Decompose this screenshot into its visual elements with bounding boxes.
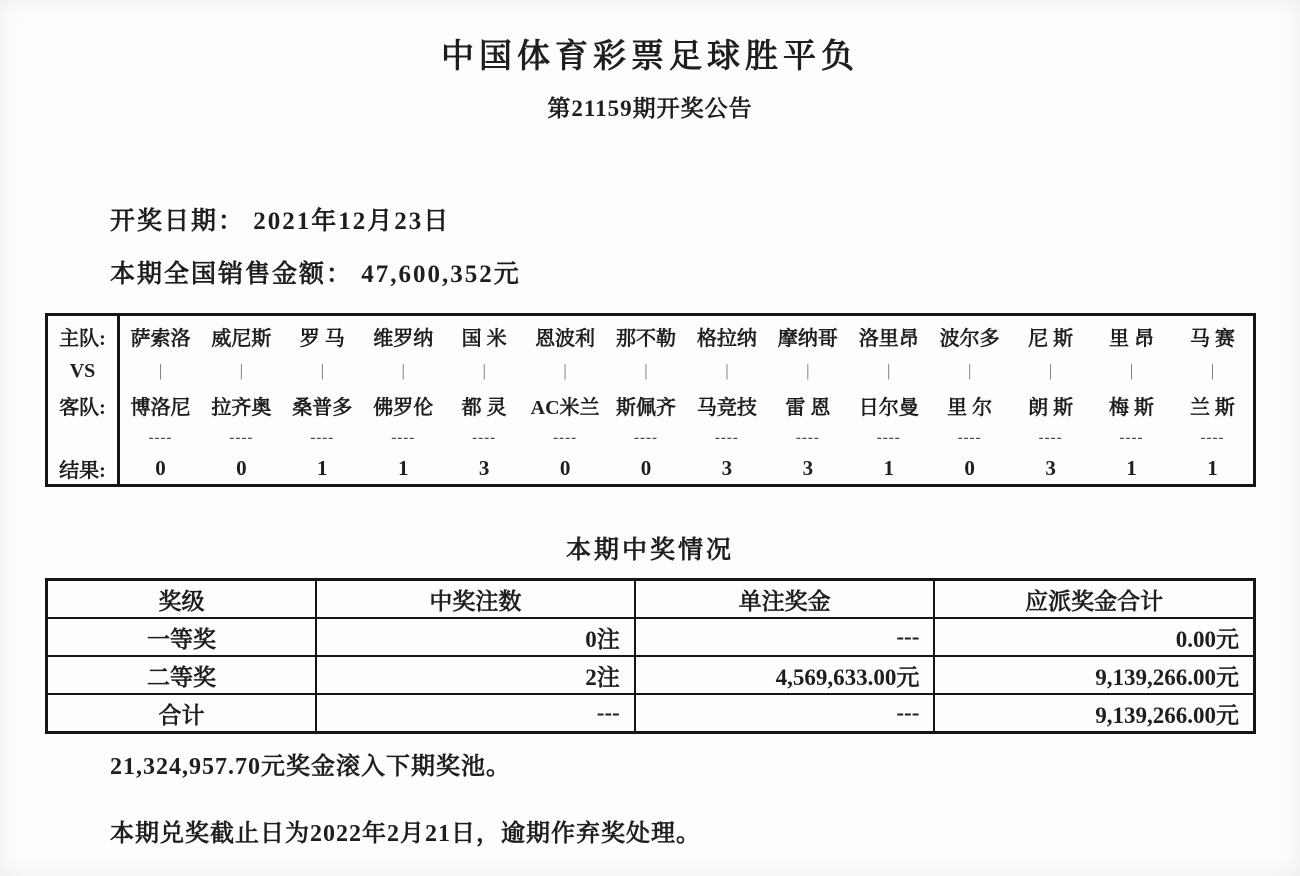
match-column — [848, 316, 929, 484]
home-team: 萨索洛 — [130, 327, 191, 350]
match-result: 1 — [317, 455, 328, 480]
dashes: ---- — [553, 429, 578, 446]
match-column — [282, 316, 363, 484]
dashes: ---- — [1038, 429, 1063, 446]
away-team: 兰 斯 — [1189, 396, 1235, 419]
match-column — [444, 316, 525, 484]
page-title: 中国体育彩票足球胜平负 — [441, 39, 859, 75]
match-result: 1 — [397, 455, 409, 480]
match-result: 0 — [964, 455, 975, 480]
away-team: 里 尔 — [947, 396, 993, 419]
match-column — [201, 316, 282, 484]
away-team: 拉齐奥 — [211, 396, 272, 419]
vs-separator: | — [401, 361, 405, 380]
match-column — [606, 316, 687, 484]
prize-per-bet: --- — [635, 694, 935, 733]
match-column — [120, 316, 201, 484]
away-team: 博洛尼 — [130, 396, 191, 419]
match-column — [929, 316, 1010, 484]
vs-separator: | — [887, 361, 891, 380]
match-column — [1172, 316, 1253, 484]
issue-subtitle: 第21159期开奖公告 — [547, 96, 753, 121]
dashes: ---- — [229, 429, 254, 446]
away-team: 日尔曼 — [858, 396, 919, 419]
vs-separator: | — [239, 361, 244, 380]
winning-bets: 0注 — [316, 618, 635, 656]
away-team: 梅 斯 — [1109, 396, 1155, 419]
match-result: 3 — [802, 455, 814, 480]
match-result: 1 — [1126, 455, 1137, 480]
vs-separator: | — [644, 361, 648, 380]
match-column — [686, 316, 767, 484]
vs-separator: | — [158, 361, 163, 380]
header-total-payout: 应派奖金合计 — [934, 580, 1254, 619]
match-column — [1010, 316, 1091, 484]
vs-separator: | — [482, 361, 486, 380]
away-team: 斯佩齐 — [615, 396, 676, 419]
away-team: 佛罗伦 — [373, 396, 434, 419]
sales-amount-line: 本期全国销售金额： 47,600,352元 — [110, 261, 521, 288]
match-result: 3 — [1045, 455, 1056, 480]
redeem-deadline-note: 本期兑奖截止日为2022年2月21日，逾期作弃奖处理。 — [110, 821, 701, 847]
prize-level: 二等奖 — [47, 656, 316, 694]
match-column — [363, 316, 444, 484]
vs-separator: | — [563, 361, 567, 380]
vs-row-label: VS — [69, 359, 96, 382]
home-team: 那不勒 — [615, 327, 676, 350]
matches-columns — [120, 316, 1253, 484]
matches-row-labels — [48, 316, 120, 484]
home-team: 格拉纳 — [696, 327, 757, 350]
prize-row-first — [47, 618, 1255, 656]
winning-bets: --- — [316, 694, 635, 733]
match-result: 0 — [236, 455, 247, 480]
away-team: 雷 恩 — [785, 396, 831, 419]
vs-separator: | — [1048, 361, 1053, 380]
vs-separator: | — [806, 361, 810, 380]
match-result: 0 — [559, 455, 571, 480]
home-team: 恩波利 — [535, 327, 596, 350]
dashes: ---- — [391, 429, 416, 446]
header-prize-level: 奖级 — [47, 580, 316, 619]
home-team: 洛里昂 — [858, 327, 919, 350]
match-result: 1 — [883, 455, 894, 480]
dashes: ---- — [472, 429, 497, 446]
prize-header-row — [47, 580, 1255, 619]
away-team: AC米兰 — [530, 396, 600, 419]
dashes: ---- — [634, 429, 658, 446]
header-prize-per-bet: 单注奖金 — [635, 580, 935, 619]
away-team: 桑普多 — [292, 396, 353, 419]
dashes: ---- — [714, 429, 739, 446]
match-column — [525, 316, 606, 484]
result-row-label: 结果: — [59, 459, 106, 482]
dashes: ---- — [957, 429, 982, 446]
matches-table — [45, 313, 1256, 487]
prize-per-bet: 4,569,633.00元 — [635, 656, 935, 694]
dashes: ---- — [310, 429, 335, 446]
away-team: 朗 斯 — [1028, 396, 1074, 419]
home-team: 摩纳哥 — [777, 327, 838, 350]
home-row-label: 主队: — [59, 327, 106, 350]
match-column — [767, 316, 848, 484]
match-result: 0 — [640, 455, 652, 480]
home-team: 维罗纳 — [373, 327, 434, 350]
match-result: 3 — [478, 455, 490, 480]
draw-date-line: 开奖日期： 2021年12月23日 — [110, 208, 451, 235]
dashes: ---- — [148, 429, 173, 446]
home-team: 国 米 — [461, 327, 507, 350]
rollover-note: 21,324,957.70元奖金滚入下期奖池。 — [110, 754, 511, 780]
away-row-label: 客队: — [59, 396, 106, 419]
total-payout: 9,139,266.00元 — [934, 694, 1254, 733]
total-payout: 9,139,266.00元 — [934, 656, 1254, 694]
total-payout: 0.00元 — [934, 618, 1254, 656]
prize-per-bet: --- — [635, 618, 935, 656]
spacer-row — [48, 424, 117, 452]
prize-row-total — [47, 694, 1255, 733]
prize-level: 一等奖 — [47, 618, 316, 656]
home-team: 罗 马 — [299, 327, 345, 350]
home-team: 波尔多 — [939, 327, 1000, 350]
header-winning-bets: 中奖注数 — [316, 580, 635, 619]
dashes: ---- — [795, 429, 820, 446]
home-team: 马 赛 — [1189, 327, 1235, 350]
home-team: 尼 斯 — [1028, 327, 1074, 350]
prize-level: 合计 — [47, 694, 316, 733]
match-result: 0 — [155, 455, 166, 480]
match-column — [1091, 316, 1172, 484]
dashes: ---- — [1119, 429, 1144, 446]
home-team: 威尼斯 — [211, 327, 272, 350]
dashes: ---- — [1200, 429, 1225, 446]
prize-section-title: 本期中奖情况 — [565, 537, 734, 564]
dashes: ---- — [876, 429, 901, 446]
vs-separator: | — [1129, 361, 1134, 380]
home-team: 里 昂 — [1109, 327, 1155, 350]
vs-separator: | — [725, 361, 729, 380]
vs-separator: | — [1210, 361, 1215, 380]
vs-separator: | — [320, 361, 324, 380]
away-team: 马竞技 — [696, 396, 757, 419]
prize-table — [45, 578, 1256, 734]
away-team: 都 灵 — [461, 396, 507, 419]
winning-bets: 2注 — [316, 656, 635, 694]
prize-row-second — [47, 656, 1255, 694]
vs-separator: | — [967, 361, 972, 380]
match-result: 3 — [721, 455, 733, 480]
match-result: 1 — [1207, 455, 1218, 480]
